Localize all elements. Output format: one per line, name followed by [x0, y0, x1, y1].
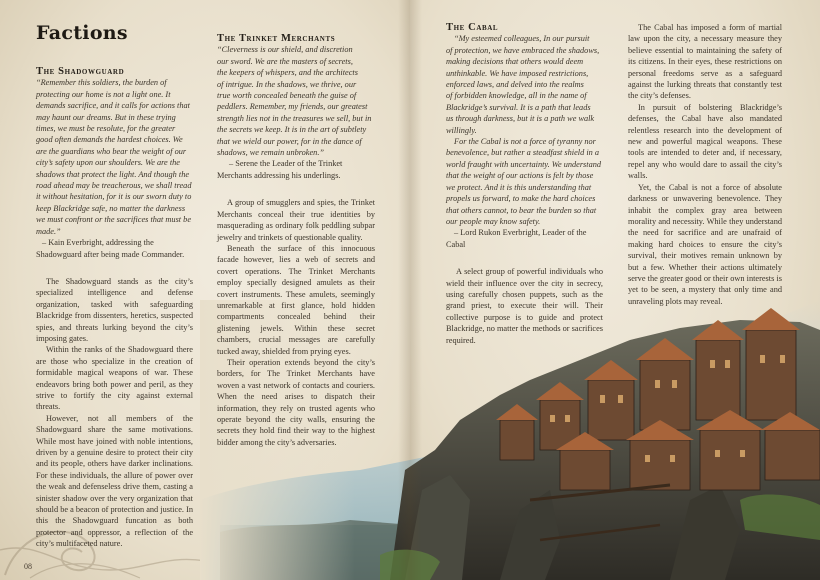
quote-line: of forbidden knowledge, all in the name of — [446, 91, 587, 101]
body-paragraph: Beneath the surface of this innocuous facade however, lies a web of secrets and covert operations. The Trinket Merchants employ specially designed amulets as their covert instruments. These amulets, seemingly unremarkable at first glance, hold hidden compartments concealed behind their glistening jewels. Within these secret chambers, crucial messages are carefully tucked away, shielded from prying eyes. — [217, 243, 375, 356]
trinket-quote — [217, 44, 375, 158]
section-heading-shadowguard: The Shadowguard — [36, 66, 125, 77]
page-number: 08 — [24, 562, 32, 571]
column-trinket-merchants — [217, 33, 375, 448]
quote-line: “My esteemed colleagues, In our pursuit — [454, 34, 590, 44]
quote-line: our people may know safety. — [446, 216, 541, 226]
quote-line: may haunt our dreams. But in these trying — [36, 112, 176, 122]
quote-line: For the Cabal is not a force of tyranny nor — [454, 137, 596, 147]
quote-line: making decisions that others would deem — [446, 57, 584, 67]
attribution-line: – Lord Rukon Everbright, Leader of the — [454, 228, 587, 238]
quote-line: we must confront or the sacrifices that must be — [36, 215, 192, 225]
quote-line: we protect. And it is this understanding that — [446, 182, 592, 192]
quote-line: “Remember this soldiers, the burden of — [36, 78, 167, 88]
body-paragraph: A group of smugglers and spies, the Trinket Merchants conceal their true identities by masquerading as ordinary folk peddling subpar jewelry and trinkets of questionable quality. — [217, 198, 375, 242]
quote-line: shadows that protect the light. And though the — [36, 169, 190, 179]
shadowguard-quote — [36, 77, 193, 237]
body-paragraph: The Shadowguard stands as the city’s specialized intelligence and defense organization, tasked with safeguarding Blackridge from dissenters, heretics, suspected spies, and threats lurking beyond the city’s imposing gates. — [36, 276, 193, 343]
quote-line: true worth concealed beneath the guise of — [217, 91, 357, 101]
quote-line: willingly. — [446, 125, 477, 135]
chapter-title: Factions — [36, 22, 128, 44]
quote-line: of protection, we have embraced the shadows, — [446, 45, 600, 55]
body-paragraph: In pursuit of bolstering Blackridge’s defenses, the Cabal have also mandated relentless research into the development of new and powerful magical weapons. These tools are intended to deter and, if necessary, repel any who would dare to assail the city’s walls. — [628, 102, 782, 181]
quote-line: road ahead may be treacherous, we shall tread — [36, 181, 192, 191]
quote-line: good often demands the hardest choices. We — [36, 135, 183, 145]
quote-line: keep Blackridge safe, no matter the darkness — [36, 203, 186, 213]
column-cabal-continued — [628, 22, 782, 307]
quote-line: shadows, we remain unbroken.” — [217, 148, 325, 158]
quote-line: it without hesitation, for it is our sworn duty to — [36, 192, 192, 202]
cabal-attribution — [446, 227, 603, 250]
quote-line: city’s safety upon our shoulders. We are the — [36, 158, 180, 168]
shadowguard-attribution — [36, 237, 193, 260]
quote-line: unthinkable. We have imposed restrictions, — [446, 68, 589, 78]
quote-line: that others cannot, to bear the burden so that — [446, 205, 597, 215]
quote-line: propels us forward, to make the hard choices — [446, 194, 596, 204]
column-cabal — [446, 22, 603, 346]
attribution-line: Shadowguard after being made Commander. — [36, 249, 185, 259]
page-gutter — [398, 0, 422, 580]
quote-line: made.” — [36, 226, 61, 236]
body-paragraph: Their operation extends beyond the city’s borders, for The Trinket Merchants have woven a vast network of contacts and couriers. When the need arises to dispatch their information, they rely on trusted agents who operate beyond the city walls, ensuring the secrets they hold find their way to the highest bidder among the city’s adversaries. — [217, 357, 375, 447]
column-shadowguard — [36, 66, 193, 550]
body-paragraph: Within the ranks of the Shadowguard there are those who specialize in the creation of formidable magical weapons of war. These endeavors bring both power and peril, as they strive to fortify the city against external threats. — [36, 345, 193, 412]
quote-line: protecting our home is not a light one. It — [36, 89, 171, 99]
quote-line: are the guardians who bear the weight of our — [36, 146, 187, 156]
attribution-line: Cabal — [446, 239, 466, 249]
body-paragraph: A select group of powerful individuals who wield their influence over the city in secrecy, using carefully chosen puppets, such as the grand priest, to execute their will. Their collective purpose is to guide and protect Blackridge, no matter the methods or sacrifices required. — [446, 267, 603, 345]
body-paragraph: The Cabal has imposed a form of martial law upon the city, a necessary measure they believe essential to maintaining the safety of its citizens. In their eyes, these restrictions on personal freedoms serve as a safeguard against the lurking threats that constantly test the city’s defenses. — [628, 23, 782, 101]
quote-line: strength lies not in the treasures we sell, but in — [217, 113, 372, 123]
quote-line: our sword. We are the masters of secrets, — [217, 56, 353, 66]
quote-line: enforced laws, and delved into the realms — [446, 80, 584, 90]
quote-line: Blackridge’s survival. It is a path that leads — [446, 102, 591, 112]
quote-line: that the weight of our actions is felt by those — [446, 171, 594, 181]
quote-line: world fraught with uncertainty. We understand — [446, 159, 602, 169]
quote-line: “Cleverness is our shield, and discretion — [217, 45, 353, 55]
quote-line: peddlers. Remember, my friends, our greatest — [217, 102, 368, 112]
quote-line: benevolence, but rather a steadfast shield in a — [446, 148, 600, 158]
quote-line: that we wield our power, for in the dance of — [217, 136, 362, 146]
section-heading-trinket-merchants: The Trinket Merchants — [217, 33, 336, 44]
body-paragraph: Yet, the Cabal is not a force of absolute darkness or unwavering benevolence. They inhabit the complex gray area between morality and necessity. While they understand the need for sacrifice and are unafraid of making hard choices to ensure the city’s survival, their motives remain unknown by but a few. Whether their actions ultimately serve the greater good or their own interests is yet to be seen, a mystery that only time and unraveling plots may reveal. — [628, 182, 782, 306]
quote-line: of intrigue. In the shadows, we thrive, our — [217, 79, 357, 89]
section-heading-cabal: The Cabal — [446, 22, 499, 33]
cabal-quote — [446, 33, 603, 227]
quote-line: the keepers of whispers, and the architects — [217, 68, 358, 78]
attribution-line: – Serene the Leader of the Trinket — [229, 159, 343, 169]
quote-line: times, we must be resolute, for the greater — [36, 124, 176, 134]
quote-line: demands sacrifice, and it calls for actions that — [36, 101, 190, 111]
quote-line: us through darkness, but it is a path we walk — [446, 114, 595, 124]
attribution-line: Merchants addressing his underlings. — [217, 170, 341, 180]
body-paragraph: However, not all members of the Shadowguard share the same motivations. While most have joined with noble intentions, driven by a genuine desire to protect their city and its people, others have darker inclinations. For these individuals, the allure of power over the weak and defenseless drive them, casting a sinister shadow over the very organization that should be a beacon of protection and justice. In this the Shadowguard funcation as both protector and oppressor, a reflection of the city’s multifaceted nature. — [36, 413, 193, 549]
attribution-line: – Kain Everbright, addressing the — [42, 238, 154, 248]
quote-line: the secrets we keep. It is in the art of subtlety — [217, 125, 367, 135]
trinket-attribution — [217, 158, 375, 181]
